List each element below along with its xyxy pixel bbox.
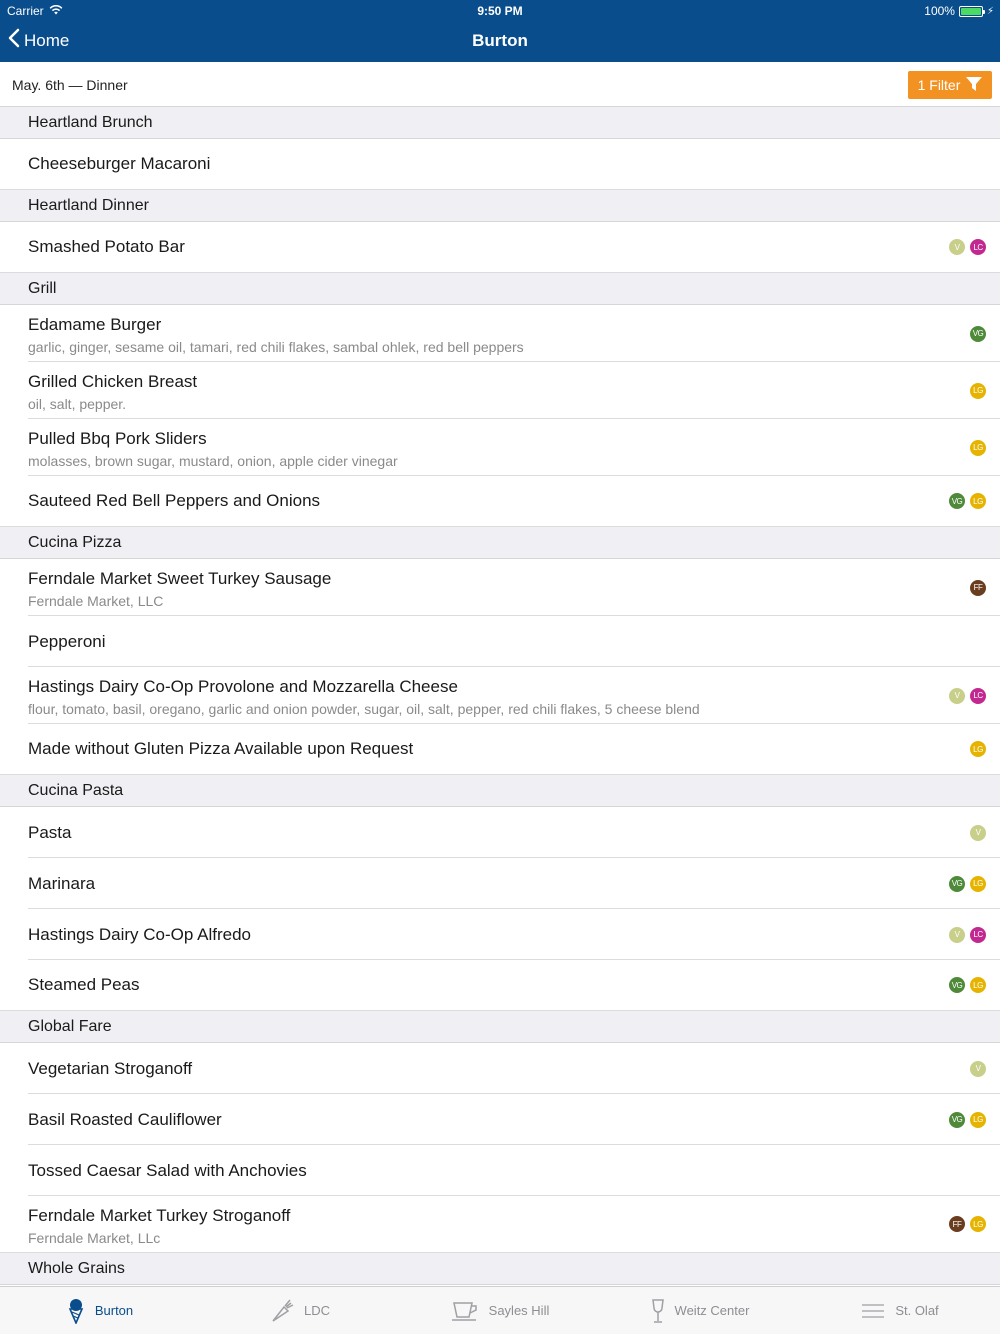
dietary-badges bbox=[970, 825, 986, 841]
menu-lines-icon bbox=[861, 1303, 885, 1319]
menu-item-name: Steamed Peas bbox=[28, 975, 140, 994]
menu-item-name: Vegetarian Stroganoff bbox=[28, 1058, 193, 1078]
menu-item-name: Pulled Bbq Pork Sliders bbox=[28, 429, 207, 448]
menu-item[interactable] bbox=[0, 667, 1000, 724]
dietary-badge-lg: LG bbox=[970, 493, 986, 509]
section-header bbox=[0, 107, 1000, 139]
menu-item-name: Sauteed Red Bell Peppers and Onions bbox=[28, 491, 321, 510]
section-header bbox=[0, 190, 1000, 222]
dietary-badge-ff: FF bbox=[970, 580, 986, 596]
tab-label: LDC bbox=[303, 1303, 330, 1318]
section-title: Cucina Pasta bbox=[28, 781, 124, 799]
menu-item[interactable] bbox=[0, 909, 1000, 960]
dietary-badge-v: V bbox=[970, 825, 986, 841]
menu-item[interactable] bbox=[0, 1043, 1000, 1094]
menu-item[interactable] bbox=[0, 616, 1000, 667]
menu-item[interactable] bbox=[0, 1145, 1000, 1196]
dietary-badges bbox=[970, 580, 986, 596]
menu-item[interactable] bbox=[0, 419, 1000, 476]
menu-item-name: Hastings Dairy Co-Op Alfredo bbox=[28, 924, 251, 944]
dietary-badge-ff: FF bbox=[949, 1216, 965, 1232]
dietary-badge-lg: LG bbox=[970, 383, 986, 399]
section-title: Cucina Pizza bbox=[28, 533, 122, 551]
section-header bbox=[0, 1253, 1000, 1285]
menu-item-name: Marinara bbox=[28, 873, 96, 893]
section-title: Heartland Dinner bbox=[28, 196, 149, 214]
dietary-badges bbox=[949, 1216, 986, 1232]
menu-item-name: Grilled Chicken Breast bbox=[28, 372, 198, 391]
section-header bbox=[0, 775, 1000, 807]
dietary-badges bbox=[949, 977, 986, 993]
dietary-badge-lg: LG bbox=[970, 1112, 986, 1128]
dietary-badge-vg: VG bbox=[949, 1112, 965, 1128]
tab-burton[interactable] bbox=[0, 1287, 200, 1334]
menu-item[interactable] bbox=[0, 476, 1000, 527]
dietary-badge-v: V bbox=[949, 688, 965, 704]
wine-glass-icon bbox=[651, 1298, 665, 1324]
menu-item-description: flour, tomato, basil, oregano, garlic and onion powder, sugar, oil, salt, pepper, red chili flakes, 5 cheese blend bbox=[28, 701, 700, 717]
menu-item-description: Ferndale Market, LLC bbox=[28, 593, 164, 609]
carrier-info bbox=[7, 4, 63, 18]
dietary-badges bbox=[970, 383, 986, 399]
dietary-badges bbox=[949, 876, 986, 892]
menu-item[interactable] bbox=[0, 362, 1000, 419]
dietary-badges bbox=[970, 741, 986, 757]
section-header bbox=[0, 527, 1000, 559]
menu-item[interactable] bbox=[0, 960, 1000, 1011]
back-label: Home bbox=[24, 30, 70, 50]
menu-item-description: Ferndale Market, LLc bbox=[28, 1230, 161, 1246]
dietary-badges bbox=[949, 239, 986, 255]
menu-item-name: Cheeseburger Macaroni bbox=[28, 154, 211, 173]
charging-icon: ⚡ bbox=[986, 5, 994, 17]
tab-label: Burton bbox=[94, 1303, 134, 1318]
menu-item-name: Smashed Potato Bar bbox=[28, 237, 185, 256]
dietary-badges bbox=[970, 326, 986, 342]
navigation-bar bbox=[0, 0, 1000, 62]
dietary-badges bbox=[949, 1112, 986, 1128]
dietary-badge-lc: LC bbox=[970, 239, 986, 255]
section-title: Whole Grains bbox=[28, 1259, 125, 1277]
dietary-badges bbox=[949, 927, 986, 943]
menu-item-name: Pepperoni bbox=[28, 631, 106, 651]
menu-item-name: Edamame Burger bbox=[28, 315, 162, 334]
dietary-badge-lc: LC bbox=[970, 688, 986, 704]
meal-subheader bbox=[0, 62, 1000, 107]
tab-label: Sayles Hill bbox=[488, 1303, 550, 1318]
menu-item[interactable] bbox=[0, 858, 1000, 909]
dietary-badge-v: V bbox=[949, 927, 965, 943]
wifi-icon bbox=[49, 4, 63, 18]
status-time: 9:50 PM bbox=[477, 4, 523, 18]
filter-button[interactable] bbox=[908, 71, 992, 99]
dietary-badge-lc: LC bbox=[970, 927, 986, 943]
dietary-badge-vg: VG bbox=[970, 326, 986, 342]
tab-ldc[interactable] bbox=[200, 1287, 400, 1334]
carrot-icon bbox=[270, 1298, 294, 1324]
tab-stolaf[interactable] bbox=[800, 1287, 1000, 1334]
menu-item-name: Basil Roasted Cauliflower bbox=[28, 1109, 222, 1129]
menu-item[interactable] bbox=[0, 305, 1000, 362]
menu-item-description: molasses, brown sugar, mustard, onion, apple cider vinegar bbox=[28, 453, 398, 469]
menu-item[interactable] bbox=[0, 724, 1000, 775]
tab-weitz[interactable] bbox=[600, 1287, 800, 1334]
carrier-label: Carrier bbox=[7, 4, 44, 18]
menu-item-name: Ferndale Market Sweet Turkey Sausage bbox=[28, 569, 332, 588]
menu-item-name: Hastings Dairy Co-Op Provolone and Mozzarella Cheese bbox=[28, 677, 458, 696]
section-header bbox=[0, 273, 1000, 305]
dietary-badge-lg: LG bbox=[970, 1216, 986, 1232]
menu-item-name: Made without Gluten Pizza Available upon Request bbox=[28, 739, 414, 758]
battery-percent: 100% bbox=[924, 4, 955, 18]
section-title: Grill bbox=[28, 279, 57, 297]
menu-item[interactable] bbox=[0, 807, 1000, 858]
section-title: Heartland Brunch bbox=[28, 113, 153, 131]
dietary-badge-lg: LG bbox=[970, 876, 986, 892]
dietary-badges bbox=[949, 688, 986, 704]
dietary-badges bbox=[970, 440, 986, 456]
back-button[interactable] bbox=[8, 28, 69, 53]
dietary-badge-lg: LG bbox=[970, 741, 986, 757]
coffee-cup-icon bbox=[451, 1300, 479, 1322]
status-bar bbox=[0, 0, 1000, 22]
dietary-badge-vg: VG bbox=[949, 493, 965, 509]
menu-item-description: oil, salt, pepper. bbox=[28, 396, 127, 412]
tab-bar bbox=[0, 1286, 1000, 1334]
ice-cream-icon bbox=[67, 1298, 85, 1324]
battery-icon bbox=[959, 6, 983, 17]
dietary-badge-v: V bbox=[970, 1061, 986, 1077]
filter-label: 1 Filter bbox=[917, 77, 961, 93]
menu-item[interactable] bbox=[0, 1094, 1000, 1145]
battery-info bbox=[924, 4, 994, 18]
dietary-badge-lg: LG bbox=[970, 977, 986, 993]
menu-item[interactable] bbox=[0, 559, 1000, 616]
funnel-icon bbox=[966, 77, 982, 94]
section-title: Global Fare bbox=[28, 1017, 112, 1035]
chevron-left-icon bbox=[8, 28, 20, 53]
page-title: Burton bbox=[472, 31, 528, 50]
menu-item-description: garlic, ginger, sesame oil, tamari, red chili flakes, sambal ohlek, red bell peppers bbox=[28, 339, 524, 355]
dietary-badge-lg: LG bbox=[970, 440, 986, 456]
menu-item[interactable] bbox=[0, 222, 1000, 273]
section-header bbox=[0, 1011, 1000, 1043]
dietary-badges bbox=[970, 1061, 986, 1077]
tab-label: Weitz Center bbox=[674, 1303, 750, 1318]
dietary-badge-vg: VG bbox=[949, 977, 965, 993]
menu-item-name: Tossed Caesar Salad with Anchovies bbox=[28, 1160, 307, 1180]
menu-item-name: Ferndale Market Turkey Stroganoff bbox=[28, 1206, 291, 1225]
tab-sayles[interactable] bbox=[400, 1287, 600, 1334]
menu-list[interactable] bbox=[0, 107, 1000, 1286]
dietary-badges bbox=[949, 493, 986, 509]
dietary-badge-vg: VG bbox=[949, 876, 965, 892]
menu-item-name: Pasta bbox=[28, 822, 72, 842]
menu-item[interactable] bbox=[0, 139, 1000, 190]
tab-label: St. Olaf bbox=[895, 1303, 939, 1318]
dietary-badge-v: V bbox=[949, 239, 965, 255]
menu-item[interactable] bbox=[0, 1196, 1000, 1253]
meal-date-label: May. 6th — Dinner bbox=[12, 77, 128, 93]
